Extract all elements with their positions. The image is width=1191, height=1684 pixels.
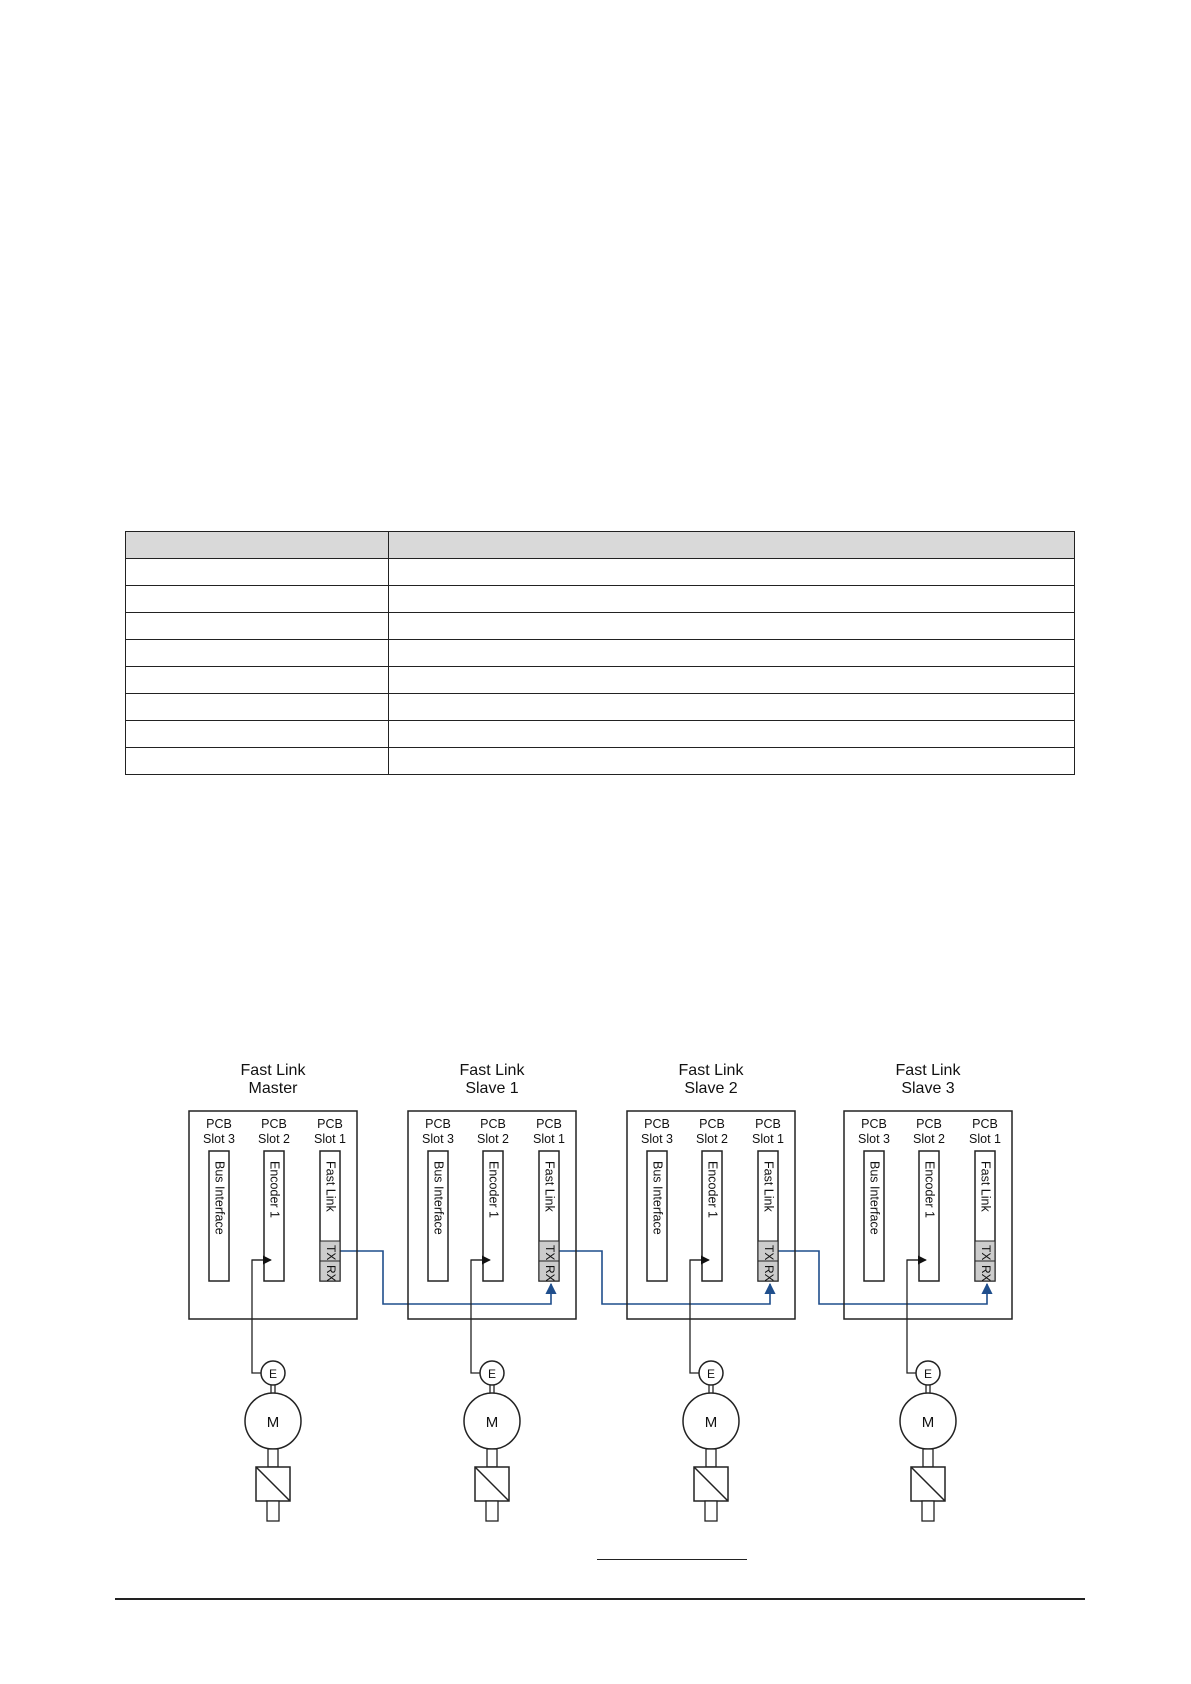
slot-number: Slot 3 bbox=[641, 1132, 673, 1146]
motor-label: M bbox=[704, 1414, 718, 1431]
slot-label: PCB bbox=[536, 1117, 562, 1131]
rx-label: RX bbox=[978, 1265, 993, 1282]
motor-label: M bbox=[485, 1414, 499, 1431]
unit-title: Fast Link bbox=[895, 1062, 961, 1079]
output-shaft bbox=[267, 1501, 279, 1521]
slot-number: Slot 2 bbox=[258, 1132, 290, 1146]
motor-shaft bbox=[923, 1449, 933, 1467]
unit-title: Fast Link bbox=[240, 1062, 306, 1079]
unit-subtitle: Slave 1 bbox=[465, 1080, 519, 1097]
tx-label: TX bbox=[761, 1245, 776, 1261]
slot-label: PCB bbox=[261, 1117, 287, 1131]
output-shaft bbox=[922, 1501, 934, 1521]
encoder-label: E bbox=[923, 1367, 933, 1381]
slot-number: Slot 3 bbox=[858, 1132, 890, 1146]
slot-number: Slot 3 bbox=[203, 1132, 235, 1146]
motor-shaft bbox=[706, 1449, 716, 1467]
unit-title: Fast Link bbox=[459, 1062, 525, 1079]
unit-title: Fast Link bbox=[678, 1062, 744, 1079]
pcb-card-label: Encoder 1 bbox=[267, 1161, 282, 1218]
motor-label: M bbox=[266, 1414, 280, 1431]
pcb-card-label: Bus Interface bbox=[212, 1161, 227, 1235]
slot-number: Slot 2 bbox=[696, 1132, 728, 1146]
slot-number: Slot 1 bbox=[969, 1132, 1001, 1146]
pcb-card-label: Bus Interface bbox=[431, 1161, 446, 1235]
slot-label: PCB bbox=[425, 1117, 451, 1131]
slot-label: PCB bbox=[644, 1117, 670, 1131]
pcb-card-label: Bus Interface bbox=[867, 1161, 882, 1235]
slot-number: Slot 3 bbox=[422, 1132, 454, 1146]
output-shaft bbox=[705, 1501, 717, 1521]
pcb-card-label: Encoder 1 bbox=[705, 1161, 720, 1218]
tx-label: TX bbox=[323, 1245, 338, 1261]
output-shaft bbox=[486, 1501, 498, 1521]
slot-number: Slot 2 bbox=[477, 1132, 509, 1146]
rx-label: RX bbox=[323, 1265, 338, 1282]
motor-shaft bbox=[268, 1449, 278, 1467]
footer-rule bbox=[115, 1598, 1085, 1600]
slot-number: Slot 2 bbox=[913, 1132, 945, 1146]
slot-label: PCB bbox=[916, 1117, 942, 1131]
pcb-card-label: Fast Link bbox=[761, 1161, 776, 1212]
slot-number: Slot 1 bbox=[314, 1132, 346, 1146]
slot-label: PCB bbox=[699, 1117, 725, 1131]
encoder-label: E bbox=[706, 1367, 716, 1381]
rx-label: RX bbox=[761, 1265, 776, 1282]
unit-subtitle: Slave 2 bbox=[684, 1080, 738, 1097]
pcb-card-label: Encoder 1 bbox=[486, 1161, 501, 1218]
pcb-card-label: Bus Interface bbox=[650, 1161, 665, 1235]
tx-label: TX bbox=[542, 1245, 557, 1261]
slot-label: PCB bbox=[317, 1117, 343, 1131]
motor-shaft bbox=[487, 1449, 497, 1467]
unit-subtitle: Master bbox=[248, 1080, 298, 1097]
encoder-label: E bbox=[487, 1367, 497, 1381]
unit-subtitle: Slave 3 bbox=[901, 1080, 955, 1097]
pcb-card-label: Encoder 1 bbox=[922, 1161, 937, 1218]
slot-label: PCB bbox=[861, 1117, 887, 1131]
slot-label: PCB bbox=[206, 1117, 232, 1131]
slot-label: PCB bbox=[755, 1117, 781, 1131]
rx-label: RX bbox=[542, 1265, 557, 1282]
drive-unit bbox=[189, 1062, 357, 1521]
pcb-card-label: Fast Link bbox=[542, 1161, 557, 1212]
encoder-label: E bbox=[268, 1367, 278, 1381]
slot-label: PCB bbox=[480, 1117, 506, 1131]
pcb-card-label: Fast Link bbox=[978, 1161, 993, 1212]
slot-number: Slot 1 bbox=[752, 1132, 784, 1146]
slot-number: Slot 1 bbox=[533, 1132, 565, 1146]
footnote-rule bbox=[597, 1559, 747, 1560]
slot-label: PCB bbox=[972, 1117, 998, 1131]
pcb-card-label: Fast Link bbox=[323, 1161, 338, 1212]
tx-label: TX bbox=[978, 1245, 993, 1261]
motor-label: M bbox=[921, 1414, 935, 1431]
